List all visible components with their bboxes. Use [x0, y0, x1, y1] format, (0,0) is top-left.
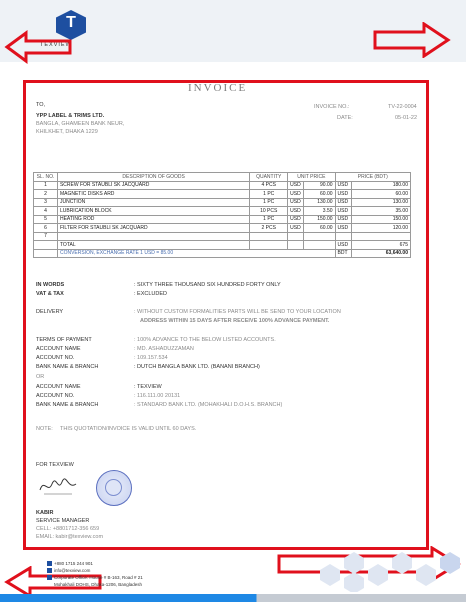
- in-words-label: IN WORDS: [36, 282, 65, 288]
- for-company-label: FOR TEXVIEW: [36, 462, 74, 468]
- table-row: [34, 207, 411, 216]
- cell-description: [57, 232, 249, 241]
- signature-icon: [38, 472, 78, 498]
- customer-address-line-2: KHILKHET, DHAKA 1229: [36, 129, 98, 135]
- cell-sl: 7: [34, 232, 58, 241]
- table-row: [34, 181, 411, 190]
- cell-quantity: [250, 232, 288, 241]
- bank-value: : DUTCH BANGLA BANK LTD. (BANANI BRANCH): [134, 364, 260, 370]
- signer-phone: CELL: +8801712-356 659: [36, 526, 100, 532]
- invoice-no: TV-22-0004: [388, 104, 417, 110]
- cell-description: SCREW FOR STAUBLI SK JACQUARD: [57, 181, 249, 190]
- arrow-right-icon: [372, 22, 452, 58]
- in-words-value: : SIXTY THREE THOUSAND SIX HUNDRED FORTY ONLY: [134, 282, 281, 288]
- cell-description: MAGNETIC DISKS ARD: [57, 190, 249, 199]
- cell-price-currency: USD: [335, 181, 351, 190]
- col-sl: SL. NO.: [34, 173, 58, 182]
- cell-description: LUBRICATION BLOCK: [57, 207, 249, 216]
- signer-title: SERVICE MANAGER: [36, 518, 90, 524]
- cell-quantity: 4 PCS: [250, 181, 288, 190]
- to-label: TO,: [36, 102, 46, 108]
- phone-icon: [47, 561, 52, 566]
- cell-sl: 2: [34, 190, 58, 199]
- arrow-left-icon: [4, 30, 74, 64]
- cell-price-currency: [335, 232, 351, 241]
- signer-email: EMAIL: kabir@texview.com: [36, 534, 104, 540]
- total-row: [34, 241, 411, 250]
- footer-email-row: [47, 567, 143, 574]
- cell-unit-price: 60.00: [303, 190, 335, 199]
- cell-unit-price: [303, 232, 335, 241]
- cell-sl: 6: [34, 224, 58, 233]
- cell-price: 150.00: [351, 215, 411, 224]
- cell-price: 180.00: [351, 181, 411, 190]
- customer-company: YPP LABEL & TRIMS LTD.: [36, 113, 105, 119]
- footer-email: info@texview.com: [54, 568, 91, 573]
- account-name-label: ACCOUNT NAME: [36, 346, 81, 352]
- signer-name: KABIR: [36, 510, 54, 516]
- conversion-row: [34, 249, 411, 258]
- vat-label: VAT & TAX: [36, 291, 64, 297]
- account-no-2-label: ACCOUNT NO.: [36, 393, 75, 399]
- footer-phone-row: [47, 560, 143, 567]
- payment-terms-value: : 100% ADVANCE TO THE BELOW LISTED ACCOUNTS.: [134, 337, 276, 343]
- cell-unit-price: 90.00: [303, 181, 335, 190]
- cell-price-currency: USD: [335, 215, 351, 224]
- location-icon: [47, 575, 52, 580]
- footer-contact: [47, 560, 143, 588]
- conversion-currency: BDT: [335, 249, 351, 258]
- cell-unit-currency: USD: [288, 181, 304, 190]
- table-row: [34, 190, 411, 199]
- note-value: THIS QUOTATION/INVOICE IS VALID UNTIL 60 DAYS.: [60, 426, 197, 432]
- cell-unit-price: 3.50: [303, 207, 335, 216]
- invoice-no-label: INVOICE NO.:: [314, 104, 350, 110]
- note-label: NOTE:: [36, 426, 53, 432]
- cell-price: [351, 232, 411, 241]
- cell-price-currency: USD: [335, 207, 351, 216]
- customer-address-line-1: BANGLA, GHAMEEN BANK NEUR,: [36, 121, 125, 127]
- cell-sl: 5: [34, 215, 58, 224]
- account-no-value: : 109.157.534: [134, 355, 168, 361]
- cell-quantity: 1 PC: [250, 198, 288, 207]
- account-no-2-value: : 116.111.00 20131: [134, 393, 181, 399]
- total-value: 675: [351, 241, 411, 250]
- table-row: [34, 215, 411, 224]
- cell-unit-currency: USD: [288, 215, 304, 224]
- seal-stamp-icon: [96, 470, 132, 506]
- cell-unit-price: 150.00: [303, 215, 335, 224]
- cell-price-currency: USD: [335, 198, 351, 207]
- logo-letter: T: [66, 14, 76, 31]
- goods-table: [33, 172, 411, 258]
- cell-description: JUNCTION: [57, 198, 249, 207]
- or-label: OR: [36, 374, 45, 380]
- footer-hexagon-pattern: [300, 548, 466, 592]
- cell-sl: 1: [34, 181, 58, 190]
- cell-price-currency: USD: [335, 190, 351, 199]
- bank-2-label: BANK NAME & BRANCH: [36, 402, 99, 408]
- cell-description: HEATING ROD: [57, 215, 249, 224]
- delivery-value-2: ADDRESS WITHIN 15 DAYS AFTER RECEIVE 100% ADVANCE PAYMENT.: [140, 318, 330, 324]
- cell-quantity: 2 PCS: [250, 224, 288, 233]
- cell-unit-currency: USD: [288, 190, 304, 199]
- footer-accent-line: [0, 594, 466, 602]
- col-price: PRICE (BDT): [335, 173, 410, 182]
- conversion-label: CONVERSION, EXCHANGE RATE 1 USD = 85.00: [57, 249, 335, 258]
- cell-quantity: 10 PCS: [250, 207, 288, 216]
- cell-unit-currency: USD: [288, 198, 304, 207]
- footer-phone: +880 1715 244 901: [54, 561, 93, 566]
- cell-sl: 4: [34, 207, 58, 216]
- account-name-2-label: ACCOUNT NAME: [36, 384, 81, 390]
- account-no-label: ACCOUNT NO.: [36, 355, 75, 361]
- table-row: [34, 198, 411, 207]
- conversion-value: 63,640.00: [351, 249, 411, 258]
- cell-sl: 3: [34, 198, 58, 207]
- cell-price: 130.00: [351, 198, 411, 207]
- cell-description: FILTER FOR STAUBLI SK JACQUARD: [57, 224, 249, 233]
- col-description: DESCRIPTION OF GOODS: [57, 173, 249, 182]
- cell-unit-currency: [288, 232, 304, 241]
- cell-price: 120.00: [351, 224, 411, 233]
- logo-wordmark: TEXVIEW: [40, 42, 72, 48]
- cell-unit-price: 60.00: [303, 224, 335, 233]
- date-label: DATE:: [337, 115, 353, 121]
- footer-office-2: Mohakhali DOHS, Dhaka-1206, Bangladesh: [54, 582, 143, 587]
- account-name-value: : MD. ASHADUZZAMAN: [134, 346, 194, 352]
- cell-quantity: 1 PC: [250, 215, 288, 224]
- footer-office: Corporate Office: House # B-163, Road # 21: [54, 575, 143, 580]
- table-row: [34, 224, 411, 233]
- bank-2-value: : STANDARD BANK LTD. (MOHAKHALI D.O.H.S. BRANCH): [134, 402, 283, 408]
- cell-unit-currency: USD: [288, 224, 304, 233]
- delivery-label: DELIVERY: [36, 309, 64, 315]
- col-unit-price: UNIT PRICE: [288, 173, 335, 182]
- cell-price-currency: USD: [335, 224, 351, 233]
- cell-price: 60.00: [351, 190, 411, 199]
- cell-quantity: 1 PC: [250, 190, 288, 199]
- cell-price: 35.00: [351, 207, 411, 216]
- email-icon: [47, 568, 52, 573]
- bank-label: BANK NAME & BRANCH: [36, 364, 99, 370]
- table-header-row: [34, 173, 411, 182]
- table-row: [34, 232, 411, 241]
- col-quantity: QUANTITY: [250, 173, 288, 182]
- vat-value: : EXCLUDED: [134, 291, 168, 297]
- footer-office-row: [47, 574, 143, 581]
- invoice-title: INVOICE: [188, 82, 248, 94]
- cell-unit-price: 130.00: [303, 198, 335, 207]
- footer-office-row-2: [47, 581, 143, 588]
- total-currency: USD: [335, 241, 351, 250]
- delivery-value-1: : WITHOUT CUSTOM FORMALITIES PARTS WILL BE SEND TO YOUR LOCATION: [134, 309, 341, 315]
- payment-terms-label: TERMS OF PAYMENT: [36, 337, 92, 343]
- invoice-date: 05-01-22: [395, 115, 418, 121]
- total-label: TOTAL: [57, 241, 249, 250]
- cell-unit-currency: USD: [288, 207, 304, 216]
- account-name-2-value: : TEXVIEW: [134, 384, 162, 390]
